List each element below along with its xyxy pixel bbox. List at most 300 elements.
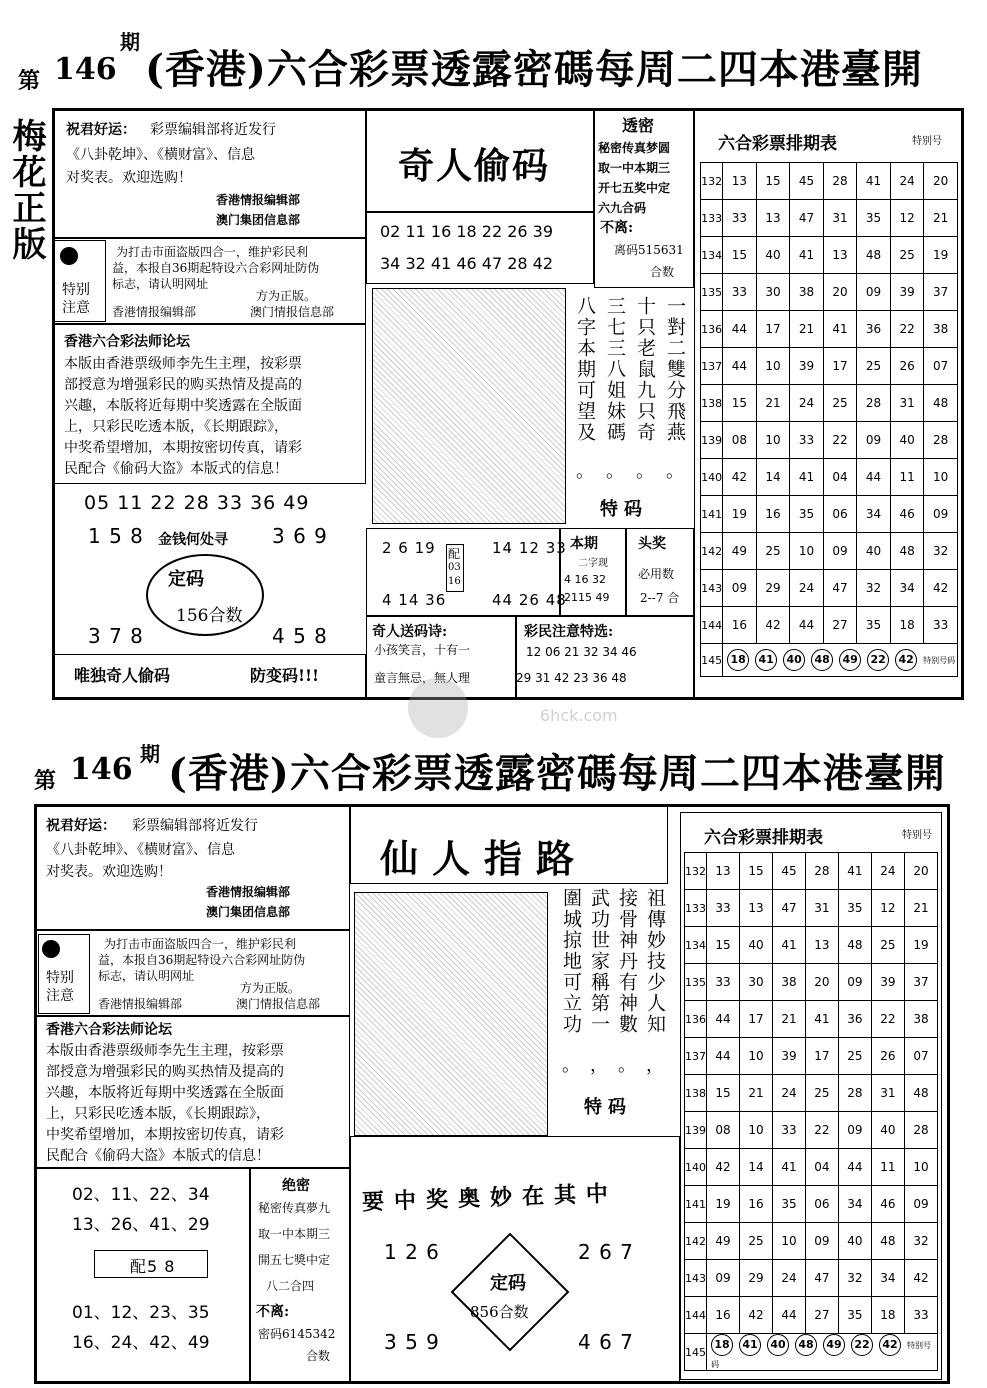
- schedule-number-cell: 09: [904, 1186, 937, 1223]
- schedule-row: [701, 274, 958, 311]
- bottom-notice-sig2: 澳门情报信息部: [236, 997, 321, 1011]
- bottom-notice-line2: 益，本报自36期起特设六合彩网址防伪: [98, 953, 306, 967]
- schedule-number-cell: 40: [739, 927, 772, 964]
- schedule-period-cell: 136: [701, 311, 723, 348]
- schedule-row: [685, 1186, 938, 1223]
- schedule-number-cell: 16: [707, 1297, 740, 1334]
- schedule-last-row: [701, 644, 958, 677]
- schedule-number-cell: 09: [707, 1260, 740, 1297]
- schedule-number-cell: 21: [790, 311, 824, 348]
- schedule-number-cell: 48: [924, 385, 958, 422]
- schedule-number-cell: 38: [790, 274, 824, 311]
- schedule-period-cell: 135: [701, 274, 723, 311]
- top-qiren-l2: 童言無忌，無人理: [374, 671, 471, 685]
- schedule-row: [701, 607, 958, 644]
- top-toujiang-l1: 必用数: [638, 567, 675, 581]
- schedule-period-cell: 142: [701, 533, 723, 570]
- schedule-period-cell: 143: [701, 570, 723, 607]
- top-benqi-l2: 2115 49: [564, 591, 610, 604]
- schedule-number-cell: 48: [838, 927, 871, 964]
- schedule-number-cell: 24: [871, 853, 904, 890]
- schedule-number-cell: 25: [871, 927, 904, 964]
- schedule-period-cell: 138: [701, 385, 723, 422]
- top-tema-label: 特码: [600, 499, 648, 520]
- schedule-number-cell: 38: [772, 964, 805, 1001]
- schedule-number-cell: 09: [805, 1223, 838, 1260]
- schedule-period-cell: 143: [685, 1260, 707, 1297]
- schedule-row: [685, 1038, 938, 1075]
- top-poem-line: 十只老鼠九只奇: [634, 296, 656, 443]
- drawn-ball: 42: [895, 649, 917, 671]
- schedule-number-cell: 14: [756, 459, 790, 496]
- schedule-number-cell: 42: [707, 1149, 740, 1186]
- schedule-number-cell: 33: [707, 964, 740, 1001]
- schedule-number-cell: 49: [707, 1223, 740, 1260]
- top-leak-code: 离码515631: [614, 243, 684, 257]
- top-center-numbers2: 34 32 41 46 47 28 42: [380, 254, 554, 273]
- bottom-forum-line: 中奖希望增加，本期按密切传真，请彩: [46, 1127, 284, 1143]
- schedule-number-cell: 41: [838, 853, 871, 890]
- schedule-number-cell: 39: [890, 274, 924, 311]
- top-notice-label1: 特别: [62, 282, 90, 298]
- schedule-number-cell: 16: [756, 496, 790, 533]
- top-dingma-label: 定码: [168, 569, 204, 590]
- bottom-forum-line: 部授意为增强彩民的购买热情及提高的: [46, 1064, 284, 1080]
- bottom-header-qi: 期: [140, 742, 160, 766]
- schedule-period-cell: 137: [701, 348, 723, 385]
- bottom-poem-punct: 。: [562, 1055, 580, 1076]
- schedule-row: [685, 1149, 938, 1186]
- schedule-period-cell: 135: [685, 964, 707, 1001]
- schedule-number-cell: 22: [890, 311, 924, 348]
- schedule-number-cell: 41: [772, 1149, 805, 1186]
- schedule-number-cell: 15: [707, 927, 740, 964]
- schedule-number-cell: 32: [838, 1260, 871, 1297]
- top-forum-line: 中奖希望增加，本期按密切传真，请彩: [64, 440, 302, 456]
- bottom-nums-top: 02、11、22、34: [72, 1185, 210, 1205]
- schedule-number-cell: 24: [790, 385, 824, 422]
- top-leak-line: 秘密传真梦圆: [598, 141, 671, 155]
- schedule-number-cell: 31: [823, 200, 857, 237]
- bottom-poem-punct: ，: [646, 1055, 664, 1076]
- top-dingma-left-bottom: 3 7 8: [88, 624, 144, 648]
- schedule-row: [685, 1297, 938, 1334]
- schedule-number-cell: 25: [838, 1038, 871, 1075]
- schedule-number-cell: 25: [739, 1223, 772, 1260]
- bottom-greeting-line3: 对奖表。欢迎选购！: [46, 864, 172, 880]
- schedule-number-cell: 20: [904, 853, 937, 890]
- schedule-number-cell: 13: [823, 237, 857, 274]
- schedule-number-cell: 47: [772, 890, 805, 927]
- schedule-number-cell: 33: [772, 1112, 805, 1149]
- bottom-dingma-right-top: 2 6 7: [578, 1240, 634, 1264]
- schedule-number-cell: 22: [805, 1112, 838, 1149]
- top-greeting-lead: 祝君好运：: [66, 122, 136, 138]
- schedule-number-cell: 44: [723, 311, 757, 348]
- schedule-number-cell: 09: [723, 570, 757, 607]
- schedule-number-cell: 42: [756, 607, 790, 644]
- top-dingma-arc: 金钱何处寻: [158, 532, 228, 548]
- bottom-notice-label1: 特别: [46, 970, 74, 986]
- schedule-number-cell: 19: [707, 1186, 740, 1223]
- schedule-balls-cell: [707, 1334, 938, 1371]
- schedule-number-cell: 44: [790, 607, 824, 644]
- schedule-number-cell: 28: [924, 422, 958, 459]
- schedule-number-cell: 19: [723, 496, 757, 533]
- schedule-number-cell: 10: [924, 459, 958, 496]
- drawn-ball: 18: [711, 1334, 733, 1356]
- schedule-number-cell: 13: [739, 890, 772, 927]
- schedule-number-cell: 06: [823, 496, 857, 533]
- drawn-ball: 40: [767, 1334, 789, 1356]
- schedule-period-cell: 145: [701, 644, 723, 677]
- bottom-poem-line: 武功世家稱第一: [588, 888, 610, 1035]
- top-leak-buli: 不离:: [600, 220, 634, 236]
- top-toujiang-l2: 2--7 合: [640, 591, 680, 605]
- schedule-number-cell: 16: [723, 607, 757, 644]
- bottom-dingma-right-bottom: 4 6 7: [578, 1330, 634, 1354]
- schedule-number-cell: 40: [890, 422, 924, 459]
- schedule-number-cell: 10: [904, 1149, 937, 1186]
- top-qiren-l1: 小孩笑言，十有一: [374, 643, 471, 657]
- bottom-notice-line1: 为打击市面盗版四合一，维护彩民利: [104, 937, 297, 951]
- top-poem-line: 一對二雙分飛燕: [664, 296, 686, 443]
- schedule-number-cell: 39: [871, 964, 904, 1001]
- schedule-number-cell: 29: [756, 570, 790, 607]
- schedule-number-cell: 34: [838, 1186, 871, 1223]
- top-caimin-title: 彩民注意特选:: [524, 624, 614, 640]
- top-notice-sig2: 澳门情报信息部: [250, 305, 335, 319]
- top-notice-line3: 标志，请认明网址: [112, 277, 209, 291]
- drawn-ball: 40: [783, 649, 805, 671]
- schedule-number-cell: 35: [838, 890, 871, 927]
- schedule-number-cell: 22: [871, 1001, 904, 1038]
- bottom-nums-top: 13、26、41、29: [72, 1215, 210, 1235]
- top-caimin-l2: 29 31 42 23 36 48: [516, 671, 627, 685]
- schedule-number-cell: 42: [924, 570, 958, 607]
- top-greeting-line3: 对奖表。欢迎选购！: [66, 170, 192, 186]
- schedule-period-cell: 144: [685, 1297, 707, 1334]
- bottom-arc-slogan: 要中奖奥妙在其中: [361, 1180, 619, 1216]
- schedule-number-cell: 16: [739, 1186, 772, 1223]
- drawn-ball: 22: [851, 1334, 873, 1356]
- schedule-number-cell: 44: [707, 1038, 740, 1075]
- schedule-number-cell: 30: [756, 274, 790, 311]
- schedule-number-cell: 38: [904, 1001, 937, 1038]
- schedule-number-cell: 25: [756, 533, 790, 570]
- top-pei-label1: 配: [448, 547, 461, 561]
- bottom-dingma-left-top: 1 2 6: [384, 1240, 440, 1264]
- bottom-secret-buli: 不离:: [256, 1304, 290, 1320]
- schedule-number-cell: 25: [890, 237, 924, 274]
- bottom-greeting-sig1: 香港情报编辑部: [206, 885, 291, 899]
- top-benqi-sub: 二字现: [578, 558, 608, 569]
- schedule-number-cell: 40: [756, 237, 790, 274]
- bottom-secret-line: 開五七獎中定: [258, 1253, 331, 1267]
- schedule-number-cell: 09: [924, 496, 958, 533]
- bottom-header-issue: 146: [70, 752, 133, 787]
- schedule-number-cell: 41: [823, 311, 857, 348]
- schedule-number-cell: 37: [924, 274, 958, 311]
- drawn-ball: 48: [795, 1334, 817, 1356]
- top-forum-line: 民配合《偷码大盗》本版式的信息！: [64, 461, 288, 477]
- top-notice-label2: 注意: [62, 300, 90, 316]
- bottom-secret-code: 密码6145342: [258, 1327, 336, 1341]
- schedule-number-cell: 33: [790, 422, 824, 459]
- warrior-boat-illustration: [372, 288, 566, 524]
- drawn-ball: 41: [739, 1334, 761, 1356]
- schedule-number-cell: 35: [857, 607, 891, 644]
- schedule-number-cell: 44: [838, 1149, 871, 1186]
- schedule-number-cell: 15: [723, 237, 757, 274]
- schedule-number-cell: 44: [857, 459, 891, 496]
- bottom-forum-line: 上，只彩民吃透本版，《长期跟踪》，: [46, 1106, 270, 1122]
- top-pei-b: 4 14 36: [382, 591, 447, 609]
- schedule-number-cell: 09: [823, 533, 857, 570]
- schedule-number-cell: 45: [790, 163, 824, 200]
- top-qiren-title: 奇人送码诗:: [372, 624, 448, 640]
- schedule-number-cell: 30: [739, 964, 772, 1001]
- top-notice-line1: 为打击市面盗版四合一，维护彩民利: [116, 245, 309, 259]
- schedule-number-cell: 34: [857, 496, 891, 533]
- schedule-number-cell: 19: [924, 237, 958, 274]
- schedule-number-cell: 28: [857, 385, 891, 422]
- bottom-forum-line: 本版由香港票级师李先生主理，按彩票: [46, 1043, 284, 1059]
- schedule-period-cell: 138: [685, 1075, 707, 1112]
- schedule-period-cell: 137: [685, 1038, 707, 1075]
- top-leak-title: 透密: [622, 116, 655, 135]
- schedule-balls-cell: [723, 644, 958, 677]
- top-footer-slogan2: 防变码!!!: [250, 666, 320, 685]
- top-header-issue: 146: [54, 52, 117, 87]
- top-forum-title: 香港六合彩法师论坛: [64, 334, 190, 350]
- schedule-number-cell: 32: [857, 570, 891, 607]
- drawn-ball: 49: [839, 649, 861, 671]
- schedule-number-cell: 09: [838, 1112, 871, 1149]
- schedule-number-cell: 10: [739, 1038, 772, 1075]
- bottom-forum-line: 民配合《偷码大盗》本版式的信息！: [46, 1148, 270, 1164]
- schedule-number-cell: 25: [857, 348, 891, 385]
- schedule-number-cell: 06: [805, 1186, 838, 1223]
- schedule-row: [701, 422, 958, 459]
- schedule-number-cell: 33: [904, 1297, 937, 1334]
- bottom-schedule-tag: 特别号: [902, 830, 932, 841]
- schedule-number-cell: 41: [805, 1001, 838, 1038]
- bottom-dingma-center: 856合数: [470, 1303, 529, 1321]
- schedule-number-cell: 48: [871, 1223, 904, 1260]
- schedule-number-cell: 35: [838, 1297, 871, 1334]
- schedule-row: [685, 890, 938, 927]
- schedule-number-cell: 40: [857, 533, 891, 570]
- bottom-secret-line: 秘密传真夢九: [258, 1201, 331, 1215]
- bottom-poem-punct: ，: [590, 1055, 608, 1076]
- schedule-last-row: [685, 1334, 938, 1371]
- top-dingma-left-top: 1 5 8: [88, 524, 144, 548]
- schedule-number-cell: 08: [723, 422, 757, 459]
- schedule-number-cell: 11: [890, 459, 924, 496]
- schedule-number-cell: 10: [772, 1223, 805, 1260]
- drawn-ball: 49: [823, 1334, 845, 1356]
- schedule-number-cell: 17: [805, 1038, 838, 1075]
- schedule-number-cell: 42: [739, 1297, 772, 1334]
- schedule-period-cell: 133: [685, 890, 707, 927]
- schedule-row: [685, 1075, 938, 1112]
- top-toujiang-title: 头奖: [638, 536, 666, 552]
- schedule-number-cell: 22: [823, 422, 857, 459]
- bottom-notice-line4: 方为正版。: [240, 981, 301, 995]
- schedule-period-cell: 140: [685, 1149, 707, 1186]
- schedule-period-cell: 136: [685, 1001, 707, 1038]
- schedule-number-cell: 28: [838, 1075, 871, 1112]
- schedule-number-cell: 46: [871, 1186, 904, 1223]
- schedule-number-cell: 41: [790, 237, 824, 274]
- schedule-number-cell: 24: [772, 1075, 805, 1112]
- bottom-dingma-left-bottom: 3 5 9: [384, 1330, 440, 1354]
- top-notice-sig1: 香港情报编辑部: [112, 305, 197, 319]
- bottom-notice-sig1: 香港情报编辑部: [98, 997, 183, 1011]
- schedule-number-cell: 40: [838, 1223, 871, 1260]
- bottom-notice-label2: 注意: [46, 988, 74, 1004]
- schedule-number-cell: 48: [857, 237, 891, 274]
- schedule-number-cell: 15: [756, 163, 790, 200]
- top-greeting-sig1: 香港情报编辑部: [216, 193, 301, 207]
- top-poem-punct: 。: [576, 461, 594, 482]
- schedule-number-cell: 27: [823, 607, 857, 644]
- bottom-pei: 配5 8: [130, 1257, 176, 1276]
- bottom-secret-line: 八二合四: [266, 1279, 315, 1293]
- warrior-horse-illustration: [354, 892, 548, 1136]
- schedule-period-cell: 139: [685, 1112, 707, 1149]
- schedule-number-cell: 31: [871, 1075, 904, 1112]
- schedule-number-cell: 37: [904, 964, 937, 1001]
- bottom-nums-bottom: 16、24、42、49: [72, 1333, 210, 1353]
- schedule-number-cell: 47: [790, 200, 824, 237]
- schedule-number-cell: 04: [805, 1149, 838, 1186]
- schedule-row: [701, 533, 958, 570]
- top-caimin-l1: 12 06 21 32 34 46: [526, 645, 637, 659]
- schedule-row: [701, 311, 958, 348]
- schedule-period-cell: 144: [701, 607, 723, 644]
- schedule-number-cell: 21: [772, 1001, 805, 1038]
- top-number-line: 05 11 22 28 33 36 49: [84, 492, 310, 514]
- schedule-number-cell: 47: [805, 1260, 838, 1297]
- bottom-center-title: 仙人指路: [380, 836, 589, 881]
- top-pei-label3: 16: [448, 576, 461, 587]
- schedule-number-cell: 35: [790, 496, 824, 533]
- schedule-last-tag: 特别号码: [711, 1341, 931, 1369]
- schedule-row: [701, 348, 958, 385]
- schedule-number-cell: 13: [723, 163, 757, 200]
- schedule-number-cell: 20: [924, 163, 958, 200]
- schedule-row: [685, 927, 938, 964]
- bottom-nums-bottom: 01、12、23、35: [72, 1303, 210, 1323]
- schedule-number-cell: 32: [904, 1223, 937, 1260]
- schedule-period-cell: 139: [701, 422, 723, 459]
- schedule-last-tag: 特别号码: [923, 656, 956, 665]
- drawn-ball: 48: [811, 649, 833, 671]
- schedule-number-cell: 12: [890, 200, 924, 237]
- schedule-number-cell: 28: [805, 853, 838, 890]
- schedule-row: [685, 853, 938, 890]
- top-forum-line: 本版由香港票级师李先生主理，按彩票: [64, 356, 302, 372]
- schedule-number-cell: 31: [890, 385, 924, 422]
- schedule-number-cell: 33: [707, 890, 740, 927]
- schedule-number-cell: 26: [890, 348, 924, 385]
- schedule-number-cell: 21: [739, 1075, 772, 1112]
- schedule-number-cell: 33: [723, 200, 757, 237]
- schedule-period-cell: 140: [701, 459, 723, 496]
- schedule-number-cell: 44: [723, 348, 757, 385]
- schedule-row: [701, 200, 958, 237]
- schedule-period-cell: 133: [701, 200, 723, 237]
- schedule-number-cell: 13: [707, 853, 740, 890]
- top-forum-line: 兴趣，本版将近每期中奖透露在全版面: [64, 398, 302, 414]
- top-leak-line: 六九合码: [598, 201, 647, 215]
- schedule-period-cell: 134: [701, 237, 723, 274]
- schedule-row: [701, 163, 958, 200]
- schedule-number-cell: 12: [871, 890, 904, 927]
- bottom-secret-line: 取一中本期三: [258, 1227, 331, 1241]
- schedule-row: [701, 459, 958, 496]
- schedule-number-cell: 33: [723, 274, 757, 311]
- schedule-number-cell: 44: [707, 1001, 740, 1038]
- schedule-number-cell: 25: [805, 1075, 838, 1112]
- top-dingma-center: 156合数: [176, 606, 243, 626]
- schedule-number-cell: 24: [890, 163, 924, 200]
- schedule-row: [685, 1112, 938, 1149]
- schedule-number-cell: 42: [904, 1260, 937, 1297]
- drawn-ball: 22: [867, 649, 889, 671]
- schedule-number-cell: 31: [805, 890, 838, 927]
- top-dingma-right-bottom: 4 5 8: [272, 624, 328, 648]
- schedule-number-cell: 29: [739, 1260, 772, 1297]
- schedule-period-cell: 141: [701, 496, 723, 533]
- schedule-number-cell: 39: [790, 348, 824, 385]
- schedule-number-cell: 39: [772, 1038, 805, 1075]
- schedule-row: [701, 570, 958, 607]
- schedule-period-cell: 132: [701, 163, 723, 200]
- top-poem-punct: 。: [636, 461, 654, 482]
- top-poem-line: 八字本期可望及: [574, 296, 596, 443]
- watermark-text: 6hck.com: [540, 706, 618, 725]
- schedule-number-cell: 21: [756, 385, 790, 422]
- top-schedule-table: [700, 162, 958, 677]
- top-leak-line: 开七五奖中定: [598, 181, 671, 195]
- top-schedule-tag: 特别号: [912, 136, 942, 147]
- top-header-title: (香港)六合彩票透露密碼每周二四本港臺開: [145, 46, 923, 93]
- schedule-number-cell: 27: [805, 1297, 838, 1334]
- schedule-number-cell: 15: [739, 853, 772, 890]
- schedule-number-cell: 49: [723, 533, 757, 570]
- schedule-number-cell: 38: [924, 311, 958, 348]
- schedule-period-cell: 142: [685, 1223, 707, 1260]
- schedule-number-cell: 34: [871, 1260, 904, 1297]
- schedule-number-cell: 19: [904, 927, 937, 964]
- schedule-number-cell: 17: [756, 311, 790, 348]
- bottom-poem-line: 圍城掠地可立功: [560, 888, 582, 1035]
- schedule-number-cell: 47: [823, 570, 857, 607]
- bottom-greeting-sig2: 澳门集团信息部: [206, 905, 291, 919]
- schedule-period-cell: 132: [685, 853, 707, 890]
- schedule-period-cell: 141: [685, 1186, 707, 1223]
- bottom-greeting-line1: 彩票编辑部将近发行: [132, 818, 258, 834]
- schedule-number-cell: 41: [857, 163, 891, 200]
- top-poem-punct: 。: [666, 461, 684, 482]
- schedule-number-cell: 35: [857, 200, 891, 237]
- top-forum-line: 上，只彩民吃透本版，《长期跟踪》，: [64, 419, 288, 435]
- top-leak-heshu: 合数: [650, 265, 675, 279]
- bottom-tema-label: 特码: [584, 1097, 632, 1118]
